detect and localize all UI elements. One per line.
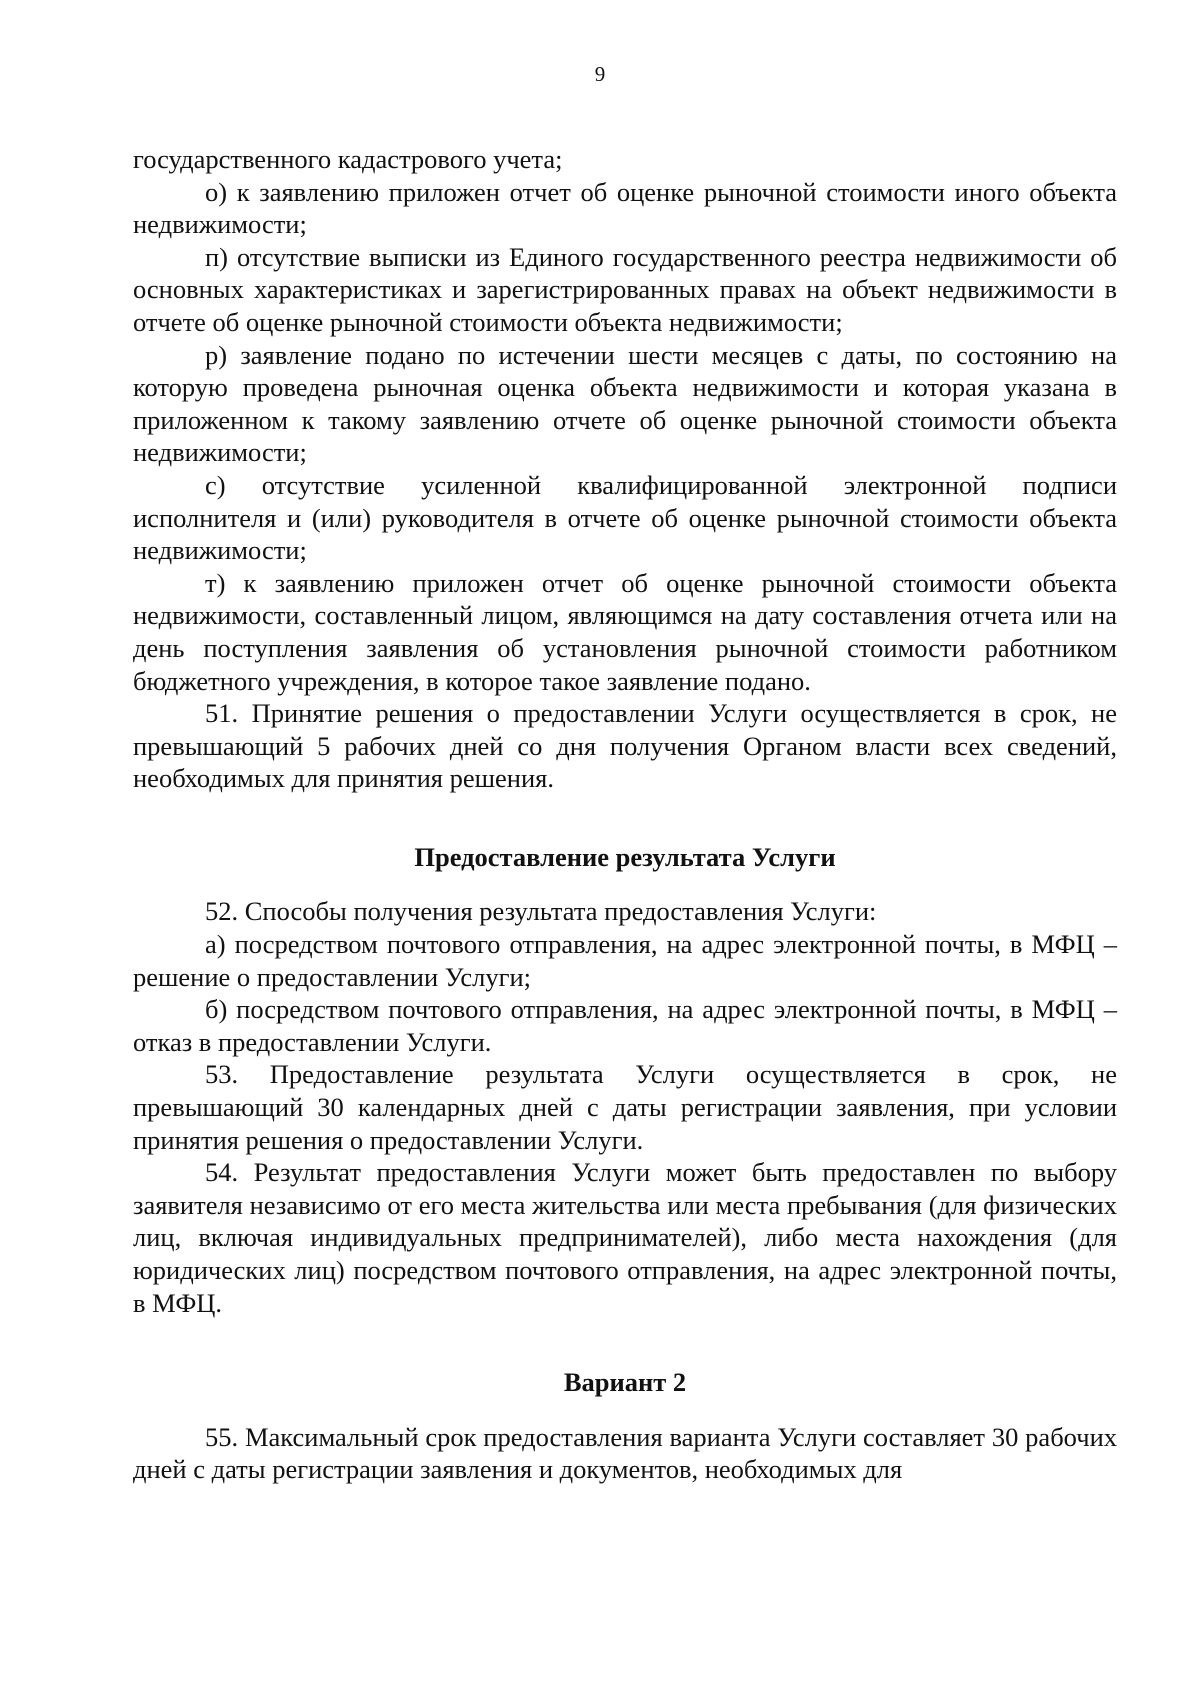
paragraph-item-r: р) заявление подано по истечении шести месяцев с даты, по состоянию на которую проведена рыночная оценка объекта недвижимости и которая указана в приложенном к такому заявлению отчете об оценке рыночной стоимости объекта недвижимости; <box>133 339 1117 468</box>
paragraph-item-p: п) отсутствие выписки из Единого государственного реестра недвижимости об основных характеристиках и зарегистрированных правах на объект недвижимости в отчете об оценке рыночной стоимости объекта недвижимости; <box>133 241 1117 337</box>
spacer <box>133 1319 1117 1366</box>
paragraph-51: 51. Принятие решения о предоставлении Услуги осуществляется в срок, не превышающий 5 рабочих дней со дня получения Органом власти всех сведений, необходимых для принятия решения. <box>133 698 1117 794</box>
section-heading-variant-2: Вариант 2 <box>563 1367 687 1398</box>
document-body <box>133 143 1117 1486</box>
paragraph-52-b: б) посредством почтового отправления, на адрес электронной почты, в МФЦ – отказ в предоставлении Услуги. <box>133 994 1117 1057</box>
paragraph-52-a: а) посредством почтового отправления, на адрес электронной почты, в МФЦ – решение о предоставлении Услуги; <box>133 929 1117 992</box>
paragraph-53: 53. Предоставление результата Услуги осуществляется в срок, не превышающий 30 календарных дней с даты регистрации заявления, при условии принятия решения о предоставлении Услуги. <box>133 1059 1117 1155</box>
paragraph-52: 52. Способы получения результата предоставления Услуги: <box>205 896 877 927</box>
spacer <box>133 873 1117 895</box>
paragraph-item-s: с) отсутствие усиленной квалифицированной электронной подписи исполнителя и (или) руководителя в отчете об оценке рыночной стоимости объекта недвижимости; <box>133 469 1117 566</box>
spacer <box>133 795 1117 841</box>
paragraph-item-o: о) к заявлению приложен отчет об оценке рыночной стоимости иного объекта недвижимости; <box>133 176 1117 240</box>
paragraph-continuation: государственного кадастрового учета; <box>133 144 563 174</box>
paragraph-item-t: т) к заявлению приложен отчет об оценке рыночной стоимости объекта недвижимости, составленный лицом, являющимся на дату составления отчета или на день поступления заявления об установления рыночной стоимости работником бюджетного учреждения, в которое такое заявление подано. <box>133 567 1117 696</box>
paragraph-54: 54. Результат предоставления Услуги может быть предоставлен по выбору заявителя независимо от его места жительства или места пребывания (для физических лиц, включая индивидуальных предпринимателей), либо места нахождения (для юридических лиц) посредством почтового отправления, на адрес электронной почты, в МФЦ. <box>133 1157 1117 1318</box>
spacer <box>133 1399 1117 1421</box>
paragraph-55: 55. Максимальный срок предоставления варианта Услуги составляет 30 рабочих дней с даты регистрации заявления и документов, необходимых для <box>133 1421 1117 1485</box>
section-heading-result: Предоставление результата Услуги <box>414 841 836 872</box>
page-number: 9 <box>594 62 606 86</box>
